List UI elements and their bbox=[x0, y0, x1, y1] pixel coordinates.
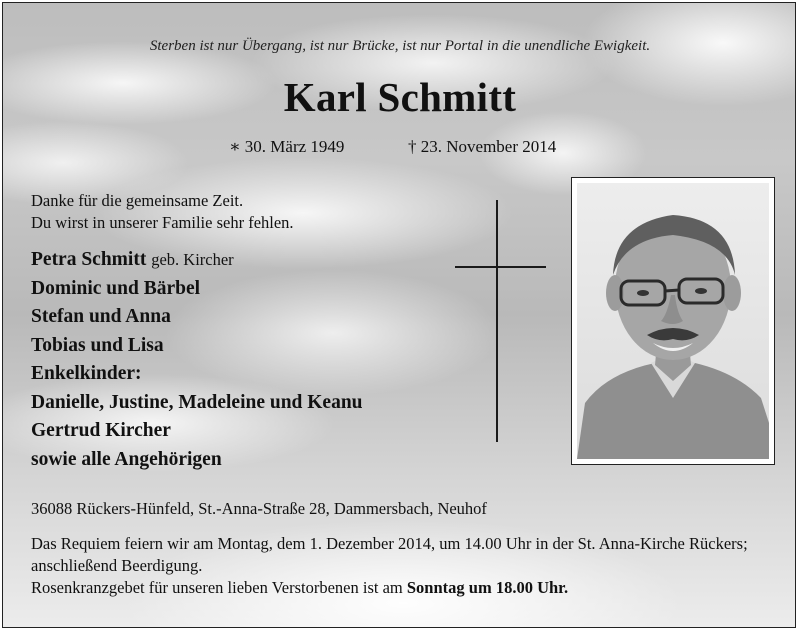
family-member: Enkelkinder: bbox=[31, 363, 142, 384]
family-member: Stefan und Anna bbox=[31, 306, 171, 327]
family-member: Danielle, Justine, Madeleine und Keanu bbox=[31, 391, 363, 413]
rosary-line bbox=[31, 577, 779, 599]
obituary-notice bbox=[2, 2, 796, 628]
widow-nee: geb. Kircher bbox=[151, 250, 234, 269]
portrait-illustration bbox=[577, 183, 769, 459]
family-member: Tobias und Lisa bbox=[31, 334, 164, 356]
rosary-time: Sonntag um 18.00 Uhr. bbox=[406, 578, 569, 597]
thanks-text bbox=[31, 190, 294, 234]
motto: Sterben ist nur Übergang, ist nur Brücke, ist nur Portal in die unendliche Ewigkeit. bbox=[149, 38, 651, 54]
family-list bbox=[31, 246, 363, 474]
service-info bbox=[31, 533, 779, 599]
family-member: Gertrud Kircher bbox=[31, 420, 171, 441]
family-member: Dominic und Bärbel bbox=[31, 277, 201, 299]
portrait-photo bbox=[577, 183, 769, 459]
deceased-name: Karl Schmitt bbox=[283, 74, 517, 120]
birth-date: ∗ 30. März 1949 bbox=[229, 137, 345, 156]
family-member: sowie alle Angehörigen bbox=[31, 448, 222, 470]
requiem-text: Das Requiem feiern wir am Montag, dem 1. Dezember 2014, um 14.00 Uhr in der St. Anna-Kirche Rückers; anschließend Beerdigung. bbox=[31, 534, 748, 575]
family-widow bbox=[31, 246, 363, 275]
death-date: † 23. November 2014 bbox=[408, 137, 557, 156]
widow-name: Petra Schmitt bbox=[31, 249, 147, 270]
cross-icon-bar bbox=[455, 266, 546, 268]
cross-icon bbox=[496, 200, 498, 442]
address: 36088 Rückers-Hünfeld, St.-Anna-Straße 28, Dammersbach, Neuhof bbox=[31, 499, 487, 518]
thanks-line: Danke für die gemeinsame Zeit. bbox=[31, 191, 244, 210]
rosary-text: Rosenkranzgebet für unseren lieben Verstorbenen ist am bbox=[31, 578, 403, 597]
thanks-line: Du wirst in unserer Familie sehr fehlen. bbox=[31, 213, 294, 232]
